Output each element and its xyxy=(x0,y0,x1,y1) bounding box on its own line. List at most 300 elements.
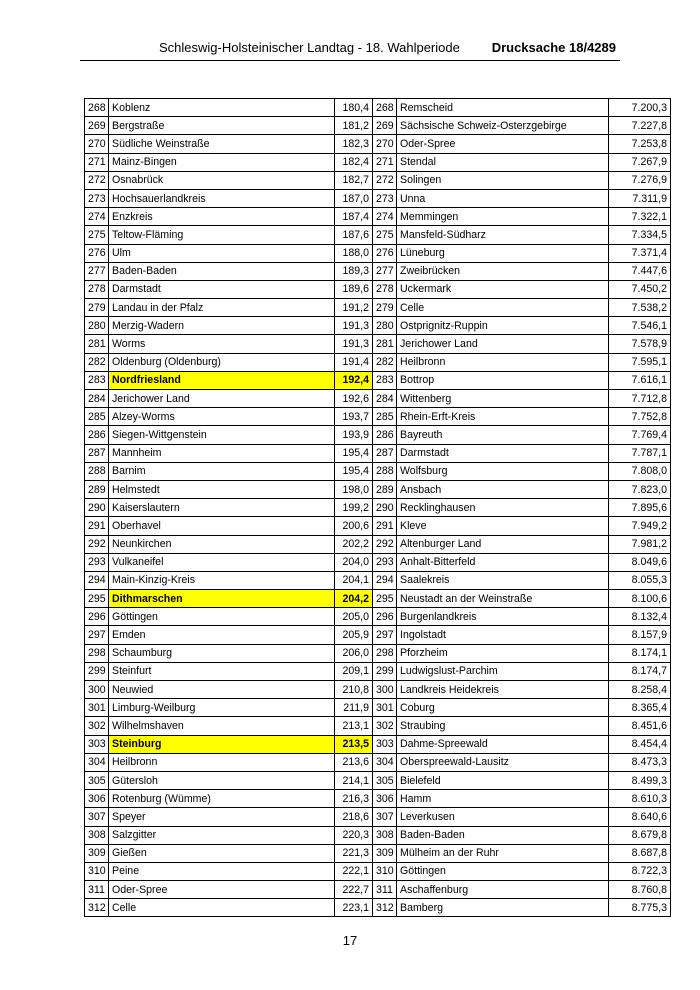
value-left-cell: 187,0 xyxy=(335,189,373,207)
name-right-cell: Bottrop xyxy=(397,371,609,389)
name-left-cell: Koblenz xyxy=(109,99,335,117)
name-right-cell: Hamm xyxy=(397,790,609,808)
value-right-cell: 8.640,6 xyxy=(609,808,671,826)
rank-right-cell: 281 xyxy=(373,335,397,353)
table-row xyxy=(85,717,671,735)
rank-right-cell: 310 xyxy=(373,862,397,880)
name-right-cell: Memmingen xyxy=(397,208,609,226)
name-right-cell: Darmstadt xyxy=(397,444,609,462)
rank-right-cell: 286 xyxy=(373,426,397,444)
rank-left-cell: 277 xyxy=(85,262,109,280)
rank-left-cell: 303 xyxy=(85,735,109,753)
rank-right-cell: 290 xyxy=(373,499,397,517)
rank-left-cell: 299 xyxy=(85,662,109,680)
rank-left-cell: 282 xyxy=(85,353,109,371)
rank-left-cell: 283 xyxy=(85,371,109,389)
value-left-cell: 223,1 xyxy=(335,899,373,917)
rank-left-cell: 309 xyxy=(85,844,109,862)
name-left-cell: Darmstadt xyxy=(109,280,335,298)
table-row xyxy=(85,517,671,535)
value-left-cell: 187,4 xyxy=(335,208,373,226)
rank-right-cell: 304 xyxy=(373,753,397,771)
name-right-cell: Straubing xyxy=(397,717,609,735)
name-left-cell: Gießen xyxy=(109,844,335,862)
value-right-cell: 7.823,0 xyxy=(609,480,671,498)
name-left-cell: Dithmarschen xyxy=(109,590,335,608)
name-right-cell: Lüneburg xyxy=(397,244,609,262)
name-right-cell: Ansbach xyxy=(397,480,609,498)
table-row xyxy=(85,535,671,553)
table-row xyxy=(85,644,671,662)
value-right-cell: 7.334,5 xyxy=(609,226,671,244)
name-left-cell: Kaiserslautern xyxy=(109,499,335,517)
value-left-cell: 191,2 xyxy=(335,299,373,317)
name-left-cell: Neuwied xyxy=(109,681,335,699)
name-right-cell: Bielefeld xyxy=(397,771,609,789)
value-right-cell: 7.949,2 xyxy=(609,517,671,535)
name-left-cell: Nordfriesland xyxy=(109,371,335,389)
name-right-cell: Landkreis Heidekreis xyxy=(397,681,609,699)
table-row xyxy=(85,753,671,771)
rank-right-cell: 285 xyxy=(373,408,397,426)
rank-right-cell: 307 xyxy=(373,808,397,826)
name-right-cell: Mülheim an der Ruhr xyxy=(397,844,609,862)
name-left-cell: Limburg-Weilburg xyxy=(109,699,335,717)
rank-left-cell: 286 xyxy=(85,426,109,444)
rank-right-cell: 306 xyxy=(373,790,397,808)
value-right-cell: 7.311,9 xyxy=(609,189,671,207)
name-right-cell: Saalekreis xyxy=(397,571,609,589)
value-right-cell: 8.760,8 xyxy=(609,881,671,899)
value-left-cell: 192,6 xyxy=(335,390,373,408)
name-right-cell: Ludwigslust-Parchim xyxy=(397,662,609,680)
value-left-cell: 213,1 xyxy=(335,717,373,735)
value-left-cell: 188,0 xyxy=(335,244,373,262)
value-right-cell: 7.538,2 xyxy=(609,299,671,317)
name-right-cell: Ostprignitz-Ruppin xyxy=(397,317,609,335)
page-number: 17 xyxy=(342,933,358,948)
value-left-cell: 191,4 xyxy=(335,353,373,371)
name-left-cell: Hochsauerlandkreis xyxy=(109,189,335,207)
name-right-cell: Pforzheim xyxy=(397,644,609,662)
value-left-cell: 213,6 xyxy=(335,753,373,771)
name-left-cell: Celle xyxy=(109,899,335,917)
rank-right-cell: 309 xyxy=(373,844,397,862)
value-left-cell: 187,6 xyxy=(335,226,373,244)
table-row xyxy=(85,571,671,589)
rank-right-cell: 300 xyxy=(373,681,397,699)
name-left-cell: Enzkreis xyxy=(109,208,335,226)
value-left-cell: 189,3 xyxy=(335,262,373,280)
name-left-cell: Südliche Weinstraße xyxy=(109,135,335,153)
rank-left-cell: 272 xyxy=(85,171,109,189)
rank-left-cell: 270 xyxy=(85,135,109,153)
name-right-cell: Leverkusen xyxy=(397,808,609,826)
rank-left-cell: 311 xyxy=(85,881,109,899)
name-right-cell: Altenburger Land xyxy=(397,535,609,553)
rank-right-cell: 312 xyxy=(373,899,397,917)
name-right-cell: Bayreuth xyxy=(397,426,609,444)
name-right-cell: Heilbronn xyxy=(397,353,609,371)
rank-left-cell: 306 xyxy=(85,790,109,808)
table-row xyxy=(85,499,671,517)
rank-right-cell: 311 xyxy=(373,881,397,899)
name-left-cell: Jerichower Land xyxy=(109,390,335,408)
value-right-cell: 7.769,4 xyxy=(609,426,671,444)
name-left-cell: Helmstedt xyxy=(109,480,335,498)
value-right-cell: 7.227,8 xyxy=(609,117,671,135)
table-row xyxy=(85,771,671,789)
value-right-cell: 8.722,3 xyxy=(609,862,671,880)
value-left-cell: 195,4 xyxy=(335,462,373,480)
table-row xyxy=(85,444,671,462)
rank-right-cell: 277 xyxy=(373,262,397,280)
name-left-cell: Merzig-Wadern xyxy=(109,317,335,335)
value-right-cell: 7.322,1 xyxy=(609,208,671,226)
value-left-cell: 204,0 xyxy=(335,553,373,571)
rank-left-cell: 273 xyxy=(85,189,109,207)
name-right-cell: Burgenlandkreis xyxy=(397,608,609,626)
name-left-cell: Schaumburg xyxy=(109,644,335,662)
value-right-cell: 7.267,9 xyxy=(609,153,671,171)
table-row xyxy=(85,826,671,844)
name-left-cell: Oldenburg (Oldenburg) xyxy=(109,353,335,371)
table-body xyxy=(85,99,671,917)
name-left-cell: Alzey-Worms xyxy=(109,408,335,426)
name-left-cell: Göttingen xyxy=(109,608,335,626)
rank-right-cell: 283 xyxy=(373,371,397,389)
table-row xyxy=(85,280,671,298)
table-row xyxy=(85,226,671,244)
rank-left-cell: 300 xyxy=(85,681,109,699)
table-row xyxy=(85,881,671,899)
value-left-cell: 210,8 xyxy=(335,681,373,699)
name-left-cell: Osnabrück xyxy=(109,171,335,189)
value-right-cell: 7.981,2 xyxy=(609,535,671,553)
name-right-cell: Sächsische Schweiz-Osterzgebirge xyxy=(397,117,609,135)
value-left-cell: 182,4 xyxy=(335,153,373,171)
value-left-cell: 221,3 xyxy=(335,844,373,862)
value-right-cell: 8.775,3 xyxy=(609,899,671,917)
rank-right-cell: 278 xyxy=(373,280,397,298)
name-left-cell: Mainz-Bingen xyxy=(109,153,335,171)
name-left-cell: Teltow-Fläming xyxy=(109,226,335,244)
name-left-cell: Ulm xyxy=(109,244,335,262)
value-right-cell: 8.687,8 xyxy=(609,844,671,862)
name-right-cell: Baden-Baden xyxy=(397,826,609,844)
rank-left-cell: 294 xyxy=(85,571,109,589)
rank-right-cell: 297 xyxy=(373,626,397,644)
rank-right-cell: 294 xyxy=(373,571,397,589)
rank-left-cell: 276 xyxy=(85,244,109,262)
name-left-cell: Vulkaneifel xyxy=(109,553,335,571)
rank-left-cell: 293 xyxy=(85,553,109,571)
name-right-cell: Neustadt an der Weinstraße xyxy=(397,590,609,608)
rank-left-cell: 284 xyxy=(85,390,109,408)
table-row xyxy=(85,117,671,135)
value-left-cell: 191,3 xyxy=(335,317,373,335)
name-right-cell: Zweibrücken xyxy=(397,262,609,280)
value-right-cell: 8.258,4 xyxy=(609,681,671,699)
name-right-cell: Unna xyxy=(397,189,609,207)
value-right-cell: 8.499,3 xyxy=(609,771,671,789)
value-right-cell: 8.610,3 xyxy=(609,790,671,808)
document-number: Drucksache 18/4289 xyxy=(491,40,616,55)
table-row xyxy=(85,135,671,153)
name-right-cell: Stendal xyxy=(397,153,609,171)
rank-right-cell: 276 xyxy=(373,244,397,262)
table-row xyxy=(85,662,671,680)
value-left-cell: 189,6 xyxy=(335,280,373,298)
rank-left-cell: 280 xyxy=(85,317,109,335)
rank-right-cell: 270 xyxy=(373,135,397,153)
rank-left-cell: 288 xyxy=(85,462,109,480)
value-left-cell: 193,7 xyxy=(335,408,373,426)
value-left-cell: 211,9 xyxy=(335,699,373,717)
name-left-cell: Steinburg xyxy=(109,735,335,753)
table-row xyxy=(85,153,671,171)
value-right-cell: 7.895,6 xyxy=(609,499,671,517)
value-left-cell: 195,4 xyxy=(335,444,373,462)
rank-right-cell: 274 xyxy=(373,208,397,226)
value-left-cell: 206,0 xyxy=(335,644,373,662)
rank-left-cell: 297 xyxy=(85,626,109,644)
name-right-cell: Dahme-Spreewald xyxy=(397,735,609,753)
name-left-cell: Oder-Spree xyxy=(109,881,335,899)
rank-left-cell: 308 xyxy=(85,826,109,844)
table-row xyxy=(85,790,671,808)
rank-left-cell: 275 xyxy=(85,226,109,244)
value-right-cell: 8.174,7 xyxy=(609,662,671,680)
rank-right-cell: 279 xyxy=(373,299,397,317)
rank-left-cell: 301 xyxy=(85,699,109,717)
table-row xyxy=(85,899,671,917)
value-right-cell: 8.157,9 xyxy=(609,626,671,644)
value-left-cell: 181,2 xyxy=(335,117,373,135)
name-left-cell: Landau in der Pfalz xyxy=(109,299,335,317)
value-left-cell: 209,1 xyxy=(335,662,373,680)
value-right-cell: 7.200,3 xyxy=(609,99,671,117)
table-row xyxy=(85,808,671,826)
value-right-cell: 8.055,3 xyxy=(609,571,671,589)
table-row xyxy=(85,171,671,189)
ranking-table xyxy=(84,98,671,917)
value-right-cell: 8.451,6 xyxy=(609,717,671,735)
rank-left-cell: 307 xyxy=(85,808,109,826)
rank-left-cell: 268 xyxy=(85,99,109,117)
table-row xyxy=(85,735,671,753)
value-left-cell: 218,6 xyxy=(335,808,373,826)
rank-right-cell: 298 xyxy=(373,644,397,662)
rank-left-cell: 281 xyxy=(85,335,109,353)
name-right-cell: Bamberg xyxy=(397,899,609,917)
rank-right-cell: 288 xyxy=(373,462,397,480)
rank-right-cell: 295 xyxy=(373,590,397,608)
name-left-cell: Salzgitter xyxy=(109,826,335,844)
rank-right-cell: 299 xyxy=(373,662,397,680)
value-left-cell: 214,1 xyxy=(335,771,373,789)
value-right-cell: 8.049,6 xyxy=(609,553,671,571)
value-right-cell: 7.253,8 xyxy=(609,135,671,153)
table-row xyxy=(85,262,671,280)
value-right-cell: 7.616,1 xyxy=(609,371,671,389)
value-right-cell: 7.808,0 xyxy=(609,462,671,480)
rank-left-cell: 285 xyxy=(85,408,109,426)
name-left-cell: Heilbronn xyxy=(109,753,335,771)
value-left-cell: 222,7 xyxy=(335,881,373,899)
name-right-cell: Wolfsburg xyxy=(397,462,609,480)
name-right-cell: Göttingen xyxy=(397,862,609,880)
name-left-cell: Baden-Baden xyxy=(109,262,335,280)
value-right-cell: 7.595,1 xyxy=(609,353,671,371)
name-left-cell: Oberhavel xyxy=(109,517,335,535)
rank-left-cell: 271 xyxy=(85,153,109,171)
name-right-cell: Jerichower Land xyxy=(397,335,609,353)
rank-right-cell: 287 xyxy=(373,444,397,462)
name-left-cell: Mannheim xyxy=(109,444,335,462)
name-left-cell: Rotenburg (Wümme) xyxy=(109,790,335,808)
rank-right-cell: 302 xyxy=(373,717,397,735)
name-right-cell: Oberspreewald-Lausitz xyxy=(397,753,609,771)
value-left-cell: 202,2 xyxy=(335,535,373,553)
rank-right-cell: 269 xyxy=(373,117,397,135)
name-right-cell: Rhein-Erft-Kreis xyxy=(397,408,609,426)
rank-left-cell: 298 xyxy=(85,644,109,662)
table-row xyxy=(85,371,671,389)
value-right-cell: 7.276,9 xyxy=(609,171,671,189)
rank-right-cell: 273 xyxy=(373,189,397,207)
name-right-cell: Aschaffenburg xyxy=(397,881,609,899)
rank-left-cell: 278 xyxy=(85,280,109,298)
value-left-cell: 192,4 xyxy=(335,371,373,389)
name-right-cell: Remscheid xyxy=(397,99,609,117)
table-row xyxy=(85,426,671,444)
value-left-cell: 180,4 xyxy=(335,99,373,117)
page-header xyxy=(80,38,620,61)
rank-left-cell: 312 xyxy=(85,899,109,917)
rank-right-cell: 305 xyxy=(373,771,397,789)
rank-right-cell: 280 xyxy=(373,317,397,335)
name-right-cell: Oder-Spree xyxy=(397,135,609,153)
rank-right-cell: 291 xyxy=(373,517,397,535)
value-right-cell: 8.473,3 xyxy=(609,753,671,771)
rank-right-cell: 301 xyxy=(373,699,397,717)
table-row xyxy=(85,244,671,262)
value-left-cell: 199,2 xyxy=(335,499,373,517)
name-right-cell: Celle xyxy=(397,299,609,317)
value-right-cell: 8.454,4 xyxy=(609,735,671,753)
name-left-cell: Main-Kinzig-Kreis xyxy=(109,571,335,589)
rank-left-cell: 287 xyxy=(85,444,109,462)
rank-right-cell: 272 xyxy=(373,171,397,189)
value-right-cell: 7.787,1 xyxy=(609,444,671,462)
name-left-cell: Worms xyxy=(109,335,335,353)
name-right-cell: Kleve xyxy=(397,517,609,535)
name-right-cell: Mansfeld-Südharz xyxy=(397,226,609,244)
table-row xyxy=(85,608,671,626)
rank-left-cell: 310 xyxy=(85,862,109,880)
rank-left-cell: 304 xyxy=(85,753,109,771)
value-left-cell: 204,1 xyxy=(335,571,373,589)
value-right-cell: 7.371,4 xyxy=(609,244,671,262)
rank-left-cell: 296 xyxy=(85,608,109,626)
value-left-cell: 191,3 xyxy=(335,335,373,353)
value-left-cell: 205,9 xyxy=(335,626,373,644)
value-right-cell: 7.546,1 xyxy=(609,317,671,335)
name-right-cell: Uckermark xyxy=(397,280,609,298)
name-left-cell: Neunkirchen xyxy=(109,535,335,553)
table-row xyxy=(85,317,671,335)
table-row xyxy=(85,626,671,644)
name-right-cell: Anhalt-Bitterfeld xyxy=(397,553,609,571)
rank-left-cell: 269 xyxy=(85,117,109,135)
table-row xyxy=(85,553,671,571)
table-row xyxy=(85,335,671,353)
value-left-cell: 213,5 xyxy=(335,735,373,753)
value-left-cell: 200,6 xyxy=(335,517,373,535)
name-left-cell: Bergstraße xyxy=(109,117,335,135)
value-left-cell: 222,1 xyxy=(335,862,373,880)
value-right-cell: 7.578,9 xyxy=(609,335,671,353)
rank-left-cell: 290 xyxy=(85,499,109,517)
rank-right-cell: 303 xyxy=(373,735,397,753)
table-row xyxy=(85,590,671,608)
rank-left-cell: 295 xyxy=(85,590,109,608)
value-right-cell: 8.365,4 xyxy=(609,699,671,717)
value-left-cell: 205,0 xyxy=(335,608,373,626)
name-left-cell: Emden xyxy=(109,626,335,644)
table-row xyxy=(85,99,671,117)
table-row xyxy=(85,299,671,317)
name-left-cell: Speyer xyxy=(109,808,335,826)
name-left-cell: Peine xyxy=(109,862,335,880)
table-row xyxy=(85,480,671,498)
table-row xyxy=(85,208,671,226)
header-title: Schleswig-Holsteinischer Landtag - 18. Wahlperiode xyxy=(159,40,460,55)
rank-left-cell: 279 xyxy=(85,299,109,317)
table-row xyxy=(85,353,671,371)
value-right-cell: 8.132,4 xyxy=(609,608,671,626)
name-left-cell: Wilhelmshaven xyxy=(109,717,335,735)
table-row xyxy=(85,699,671,717)
name-right-cell: Recklinghausen xyxy=(397,499,609,517)
value-right-cell: 8.679,8 xyxy=(609,826,671,844)
value-left-cell: 220,3 xyxy=(335,826,373,844)
value-left-cell: 182,7 xyxy=(335,171,373,189)
rank-right-cell: 289 xyxy=(373,480,397,498)
value-left-cell: 182,3 xyxy=(335,135,373,153)
table-row xyxy=(85,462,671,480)
rank-left-cell: 305 xyxy=(85,771,109,789)
rank-left-cell: 289 xyxy=(85,480,109,498)
table-row xyxy=(85,862,671,880)
value-right-cell: 7.447,6 xyxy=(609,262,671,280)
rank-right-cell: 271 xyxy=(373,153,397,171)
rank-left-cell: 274 xyxy=(85,208,109,226)
value-left-cell: 198,0 xyxy=(335,480,373,498)
name-right-cell: Coburg xyxy=(397,699,609,717)
table-row xyxy=(85,844,671,862)
name-right-cell: Solingen xyxy=(397,171,609,189)
rank-left-cell: 292 xyxy=(85,535,109,553)
rank-right-cell: 284 xyxy=(373,390,397,408)
rank-right-cell: 308 xyxy=(373,826,397,844)
name-left-cell: Siegen-Wittgenstein xyxy=(109,426,335,444)
value-right-cell: 8.100,6 xyxy=(609,590,671,608)
rank-right-cell: 293 xyxy=(373,553,397,571)
rank-left-cell: 302 xyxy=(85,717,109,735)
value-left-cell: 216,3 xyxy=(335,790,373,808)
